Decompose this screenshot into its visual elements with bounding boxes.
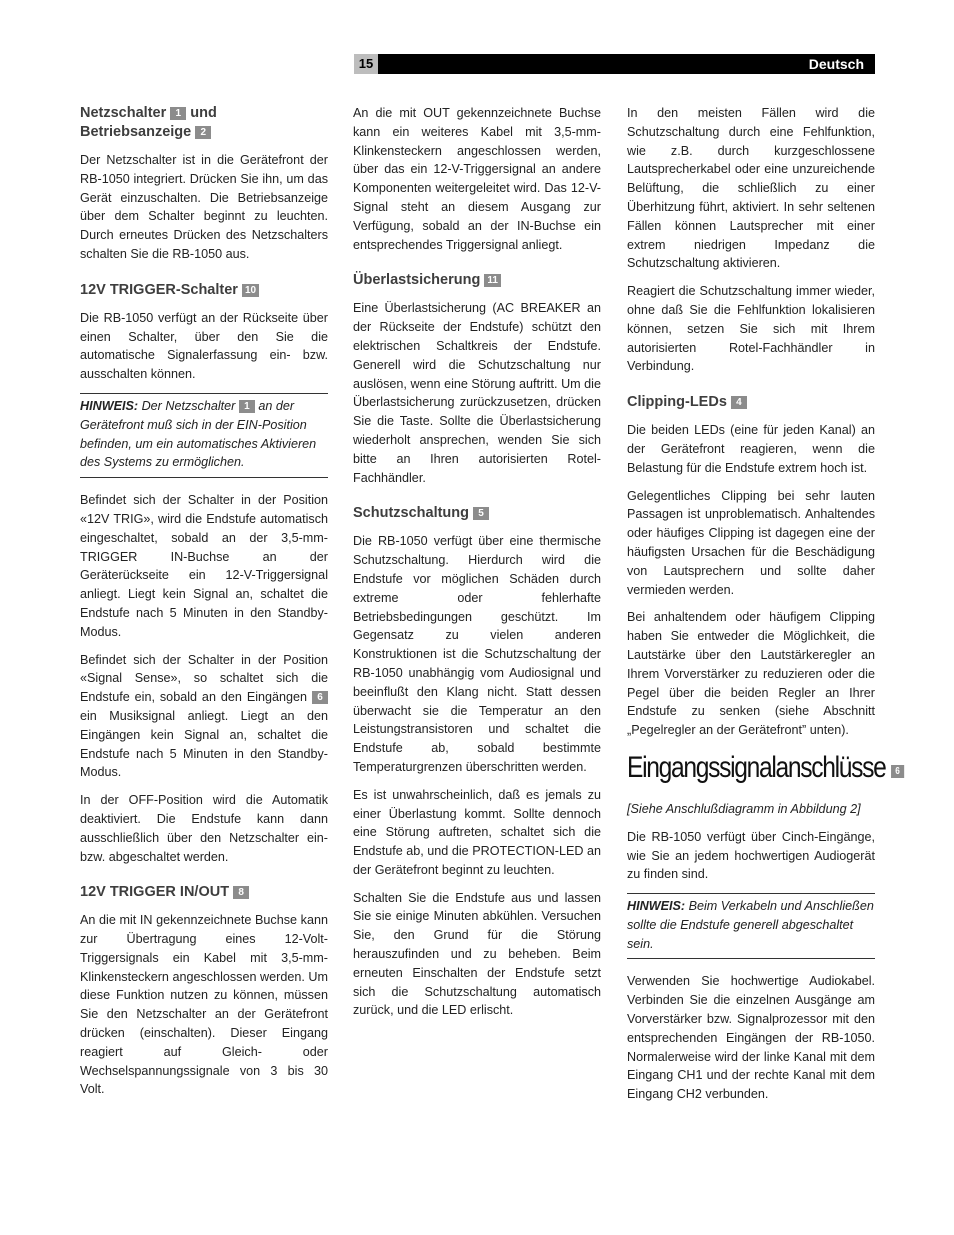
paragraph: Befindet sich der Schalter in der Position «Signal Sense», so schaltet sich die Endstufe ein, sobald an den Eingängen 6 ein Musiksignal anliegt. Liegt an den Eingängen kein Signal an, schaltet die Endstufe nach 5 Minuten in den Standby-Modus. — [80, 652, 328, 780]
heading-clipping-leds: Clipping-LEDs 4 — [627, 393, 875, 412]
paragraph: Die RB-1050 verfügt an der Rückseite über einen Schalter, über den Sie die automatische Signalerfassung ein- bzw. ausschalten können. — [80, 310, 328, 382]
paragraph: Eine Überlastsicherung (AC BREAKER an der Rückseite der Endstufe) schützt den elektrischen Schaltkreis der Endstufe. Generell wird die Schutzschaltung nur auslösen, wenn eine Störung auftritt. Um die Überlastsicherung zurückzusetzen, drücken Sie die Taste. Sollte die Überlastsicherung wiederholt ansprechen, wenden Sie sich bitte an Ihren autorisierten Rotel-Fachhändler. — [353, 301, 601, 485]
language-label: Deutsch — [808, 56, 864, 72]
note-text: HINWEIS: Der Netzschalter 1 an der Gerätefront muß sich in der EIN-Position befinden, um ein automatisches Aktivieren des Systems zu ermöglichen. — [80, 398, 317, 470]
paragraph: Bei anhaltendem oder häufigem Clipping haben Sie entweder die Möglichkeit, die Lautstärke über den Lautstärkeregler an Ihrem Vorverstärker zu reduzieren oder die Pegel über die beiden Regler an Ihrer Endstufe zu senken (siehe Abschnitt „Pegelregler an der Gerätefront” unten). — [627, 610, 875, 738]
ref-badge: 4 — [731, 396, 747, 409]
paragraph: An die mit OUT gekennzeichnete Buchse kann ein weiteres Kabel mit 3,5-mm-Klinkensteckern angeschlossen werden, über das ein 12-V-Triggersignal an andere Komponenten weitergeleitet wird. Das 12-V-Signal steht an diesem Ausgang zur Verfügung, sobald an der IN-Buchse ein entsprechendes Triggersignal anliegt. — [353, 106, 601, 252]
paragraph: In der OFF-Position wird die Automatik deaktiviert. Die Endstufe kann dann ausschließlich über den Netzschalter ein- bzw. abgeschaltet werden. — [80, 793, 328, 864]
ref-badge: 6 — [891, 765, 904, 778]
section-title-eingangssignalanschluesse: Eingangssignalanschlüsse 6 — [627, 750, 830, 786]
heading-schutzschaltung: Schutzschaltung 5 — [353, 504, 601, 523]
ref-badge: 10 — [242, 284, 259, 297]
note-label: HINWEIS: — [80, 398, 139, 413]
column-right — [627, 104, 900, 1113]
paragraph: An die mit IN gekennzeichnete Buchse kann zur Übertragung eines 12-Volt-Triggersignals ein Kabel mit 3,5-mm-Klinkensteckern angeschlossen werden. Um diese Funktion nutzen zu können, müssen Sie den Netzschalter an der Gerätefront drücken (einschalten). Dieser Eingang reagiert auf Gleich- oder Wechselspannungssignale von 3 bis 30 Volt. — [80, 913, 328, 1097]
paragraph: Die RB-1050 verfügt über Cinch-Eingänge, wie Sie an jedem hochwertigen Audiogerät zu finden sind. — [627, 829, 875, 882]
heading-trigger-switch: 12V TRIGGER-Schalter 10 — [80, 281, 328, 300]
column-middle — [353, 104, 601, 1029]
paragraph: Die RB-1050 verfügt über eine thermische Schutzschaltung. Hierdurch wird die Endstufe vor möglichen Schäden durch extreme oder fehlerhafte Betriebsbedingungen geschützt. Im Gegensatz zu vielen anderen Konstruktionen ist die Schutzschaltung der RB-1050 unabhängig vom Audiosignal und beeinflußt den Klang nicht. Statt dessen überwacht sie die Temperatur an den Leistungstransistoren und schaltet die Endstufe ab, sobald bestimmte Temperaturgrenzen überschritten werden. — [353, 534, 601, 774]
page-header-bar — [354, 54, 875, 74]
paragraph: Gelegentliches Clipping bei sehr lauten Passagen ist unproblematisch. Anhaltendes oder häufiges Clipping ist dagegen eine der häufigsten Ursachen für die Beschädigung von Lautsprechern und sollte daher vermieden werden. — [627, 488, 875, 597]
note-label: HINWEIS: — [627, 899, 686, 914]
ref-badge: 1 — [170, 107, 186, 120]
column-left — [80, 104, 328, 1108]
paragraph: Verwenden Sie hochwertige Audiokabel. Verbinden Sie die einzelnen Ausgänge am Vorverstärker bzw. Signalprozessor mit den entsprechenden Eingängen der RB-1050. Normalerweise wird der linke Kanal mit dem Eingang CH1 und der rechte Kanal mit dem Eingang CH2 verbunden. — [627, 974, 875, 1102]
ref-badge: 1 — [239, 400, 255, 413]
paragraph: Schalten Sie die Endstufe aus und lassen Sie sie einige Minuten abkühlen. Versuchen Sie, den Grund für die Störung herauszufinden und zu beheben. Beim erneuten Einschalten der Endstufe setzt sich die Schutzschaltung automatisch zurück, und die LED erlischt. — [353, 890, 601, 1018]
note-box — [627, 893, 875, 959]
heading-netzschalter: Netzschalter 1 und Betriebsanzeige 2 — [80, 105, 217, 140]
paragraph: In den meisten Fällen wird die Schutzschaltung durch eine Fehlfunktion, wie z.B. durch kurzgeschlossene Lautsprecherkabel oder eine unzureichende Belüftung, die schließlich zu einer Überhitzung führt, aktiviert. In sehr seltenen Fällen können Lautsprecher mit einer extrem niedrigen Impedanz die Schutzschaltung aktivieren. — [627, 106, 875, 271]
figure-reference: [Siehe Anschlußdiagramm in Abbildung 2] — [627, 801, 861, 816]
note-box — [80, 393, 328, 478]
ref-badge: 2 — [195, 126, 211, 139]
note-text: HINWEIS: Beim Verkabeln und Anschließen sollte die Endstufe generell abgeschaltet sein. — [627, 899, 874, 951]
heading-trigger-inout: 12V TRIGGER IN/OUT 8 — [80, 883, 328, 902]
ref-badge: 8 — [233, 886, 249, 899]
ref-badge: 5 — [473, 507, 489, 520]
paragraph: Die beiden LEDs (eine für jeden Kanal) an der Gerätefront reagieren, wenn die Belastung für die Endstufe extrem hoch ist. — [627, 423, 875, 475]
paragraph: Reagiert die Schutzschaltung immer wieder, ohne daß Sie die Fehlfunktion lokalisieren können, setzen Sie sich mit Ihrem autorisierten Rotel-Fachhändler in Verbindung. — [627, 284, 875, 374]
paragraph: Befindet sich der Schalter in der Position «12V TRIG», wird die Endstufe automatisch eingeschaltet, sobald an der 3,5-mm-TRIGGER IN-Buchse an der Geräterückseite ein 12-V-Triggersignal anliegt. Liegt kein Signal an, schaltet die Endstufe nach 5 Minuten in den Standby-Modus. — [80, 493, 328, 639]
paragraph: Der Netzschalter ist in die Gerätefront der RB-1050 integriert. Drücken Sie ihn, um das Gerät einzuschalten. Die Betriebsanzeige über dem Schalter beginnt zu leuchten. Durch erneutes Drücken des Netzschalters schalten Sie die RB-1050 aus. — [80, 153, 328, 261]
heading-ueberlastsicherung: Überlastsicherung 11 — [353, 271, 601, 290]
ref-badge: 6 — [312, 691, 328, 704]
page-number: 15 — [354, 54, 378, 74]
paragraph: Es ist unwahrscheinlich, daß es jemals zu einer Überlastung kommt. Sollte dennoch eine Störung auftreten, schaltet sich die Endstufe ab, und die PROTECTION-LED an der Gerätefront beginnt zu leuchten. — [353, 787, 601, 877]
ref-badge: 11 — [484, 274, 501, 287]
